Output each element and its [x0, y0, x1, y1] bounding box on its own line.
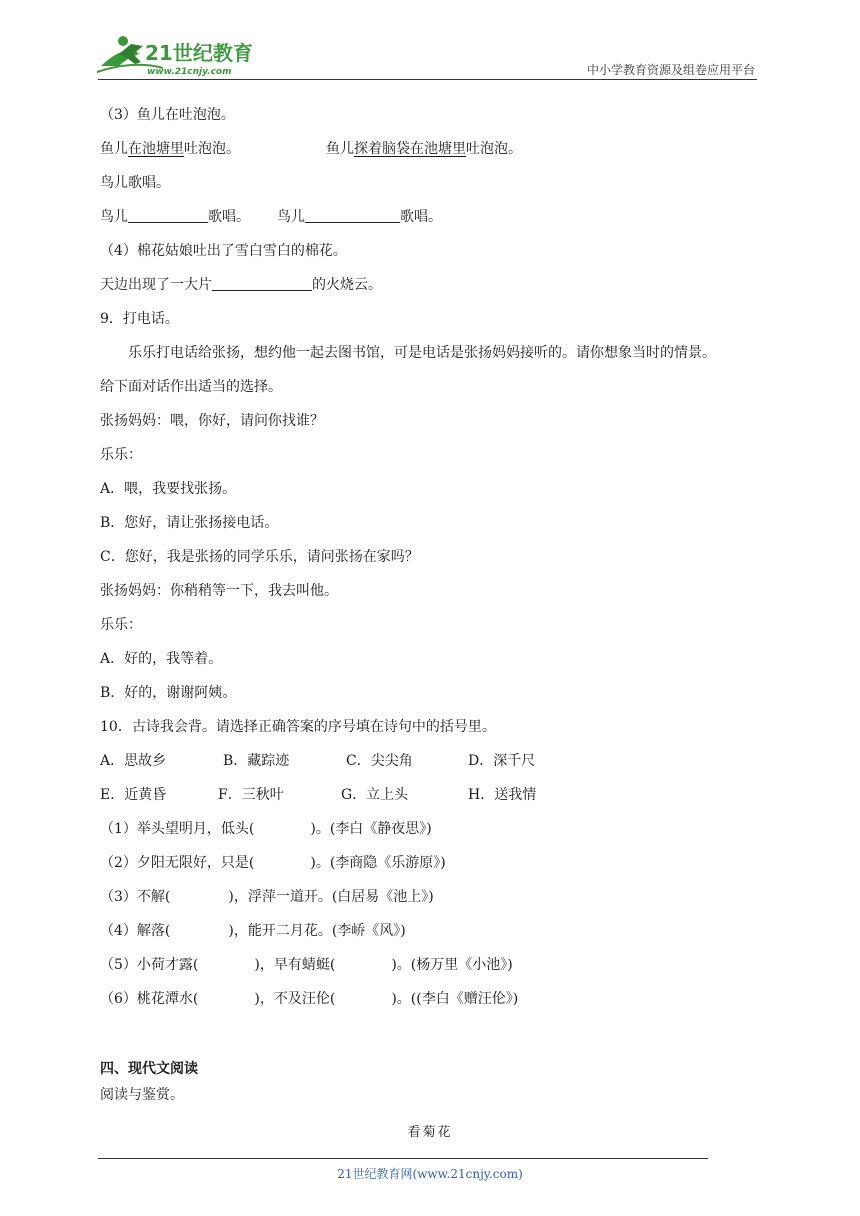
q9-intro-1: 乐乐打电话给张扬，想约他一起去图书馆，可是电话是张扬妈妈接听的。请你想象当时的情景。 [128, 345, 716, 361]
logo-sub-text: www.21cnjy.com [147, 67, 232, 77]
q10-option-h: H．送我情 [468, 787, 537, 803]
q9-intro-2: 给下面对话作出适当的选择。 [100, 379, 282, 395]
footer-text: 21世纪教育网(www.21cnjy.com) [337, 1167, 523, 1181]
footer-divider [98, 1158, 708, 1159]
logo-main-text: 21世纪教育 [145, 41, 253, 65]
q10-poem-5: （5）小荷才露( )，早有蜻蜓( )。(杨万里《小池》) [100, 957, 513, 973]
q9-mom-line-1: 张扬妈妈：喂，你好，请问你找谁？ [100, 413, 324, 429]
q10-option-g: G．立上头 [341, 787, 409, 803]
q9-option-c1[interactable]: C．您好，我是张扬的同学乐乐，请问张扬在家吗？ [100, 549, 419, 565]
q8-example-1: 鱼儿在池塘里吐泡泡。 [100, 141, 240, 157]
q9-option-b1[interactable]: B．您好，请让张扬接电话。 [100, 515, 279, 531]
q8-bird-sentence: 鸟儿歌唱。 [100, 175, 170, 191]
q8-fill-3: 天边出现了一大片 的火烧云。 [100, 277, 382, 293]
answer-blank[interactable] [305, 208, 400, 223]
q8-item4-title: （4）棉花姑娘吐出了雪白雪白的棉花。 [100, 243, 347, 259]
q9-option-a2[interactable]: A．好的，我等着。 [100, 651, 223, 667]
q10-option-c: C．尖尖角 [346, 753, 413, 769]
q10-poem-3: （3）不解( )，浮萍一道开。(白居易《池上》) [100, 889, 434, 905]
poem-title: 看菊花 [407, 1125, 453, 1140]
q10-poem-4: （4）解落( )，能开二月花。(李峤《风》) [100, 923, 406, 939]
q8-fill-1: 鸟儿 歌唱。 [100, 209, 250, 225]
q10-poem-6: （6）桃花潭水( )，不及汪伦( )。((李白《赠汪伦》) [100, 991, 519, 1007]
q10-poem-2: （2）夕阳无限好，只是( )。(李商隐《乐游原》) [100, 855, 446, 871]
q10-option-f: F．三秋叶 [218, 787, 284, 803]
q9-option-b2[interactable]: B．好的，谢谢阿姨。 [100, 685, 237, 701]
q10-option-b: B．藏踪迹 [223, 753, 290, 769]
q9-mom-line-2: 张扬妈妈：你稍稍等一下，我去叫他。 [100, 583, 338, 599]
q8-example-2: 鱼儿探着脑袋在池塘里吐泡泡。 [326, 141, 522, 157]
q10-poem-1: （1）举头望明月，低头( )。(李白《静夜思》) [100, 821, 432, 837]
answer-blank[interactable] [128, 208, 208, 223]
header-divider [98, 79, 757, 80]
q9-title: 9．打电话。 [100, 311, 179, 327]
answer-blank[interactable] [212, 276, 312, 291]
section-4-title: 四、现代文阅读 [100, 1061, 198, 1077]
q9-lele-line-1: 乐乐： [100, 447, 142, 463]
q8-item3-title: （3）鱼儿在吐泡泡。 [100, 107, 235, 123]
section-4-subtitle: 阅读与鉴赏。 [100, 1087, 184, 1103]
21cnjy-logo [93, 32, 263, 78]
q9-option-a1[interactable]: A．喂，我要找张扬。 [100, 481, 237, 497]
q8-fill-2: 鸟儿 歌唱。 [277, 209, 442, 225]
q10-option-d: D．深千尺 [468, 753, 536, 769]
q10-option-a: A．思故乡 [100, 753, 167, 769]
q9-lele-line-2: 乐乐： [100, 617, 142, 633]
platform-name: 中小学教育资源及组卷应用平台 [586, 63, 755, 77]
q10-option-e: E．近黄昏 [100, 787, 167, 803]
q10-title: 10．古诗我会背。请选择正确答案的序号填在诗句中的括号里。 [100, 719, 496, 735]
